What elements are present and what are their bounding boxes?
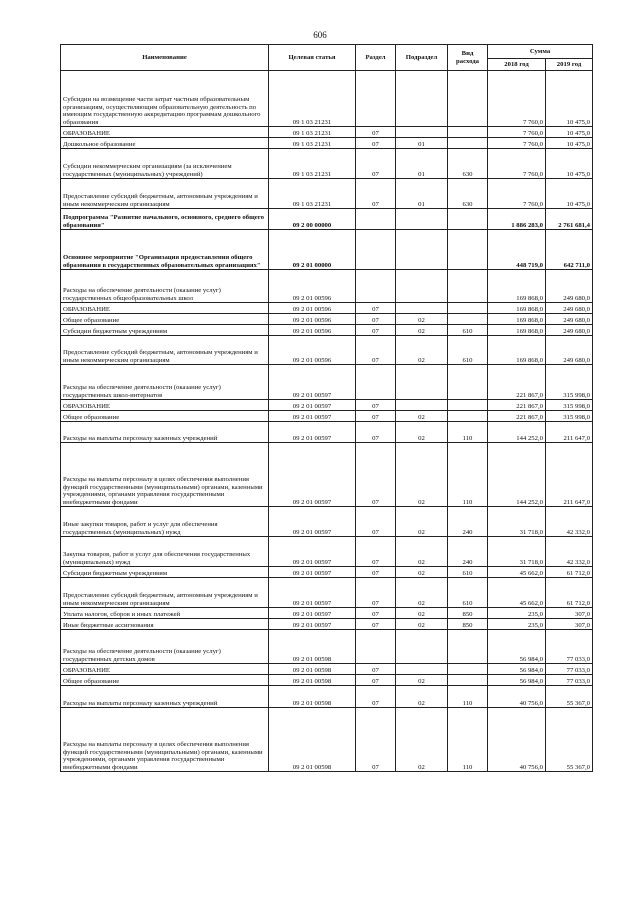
cell-name: ОБРАЗОВАНИЕ: [61, 303, 269, 314]
cell-name: Субсидии некоммерческим организациям (за исключением государственных (муниципальных) учреждений): [61, 149, 269, 179]
cell-section: 07: [356, 127, 396, 138]
cell-sum-2018: 169 868,0: [488, 336, 546, 365]
cell-sum-2018: 7 760,0: [488, 138, 546, 149]
cell-expense-type: 110: [448, 422, 488, 443]
cell-target-code: 09 2 01 00597: [269, 537, 356, 567]
cell-name: Расходы на выплаты персоналу казенных учреждений: [61, 422, 269, 443]
cell-subsection: 02: [396, 314, 448, 325]
table-row: [61, 336, 593, 365]
cell-name: Расходы на выплаты персоналу в целях обеспечения выполнения функций государственными (муниципальными) органами, казенными учреждениями, органами управления государственными внебюджетными фондами: [61, 708, 269, 772]
cell-section: 07: [356, 507, 396, 537]
cell-sum-2018: 169 868,0: [488, 325, 546, 336]
cell-target-code: 09 2 01 00597: [269, 619, 356, 630]
cell-target-code: 09 1 03 21231: [269, 179, 356, 209]
cell-target-code: 09 2 01 00596: [269, 270, 356, 303]
cell-name: ОБРАЗОВАНИЕ: [61, 664, 269, 675]
table-row: [61, 303, 593, 314]
cell-subsection: 02: [396, 336, 448, 365]
cell-sum-2018: 169 868,0: [488, 270, 546, 303]
cell-sum-2019: 61 712,0: [546, 578, 593, 608]
table-row: [61, 270, 593, 303]
cell-subsection: 02: [396, 675, 448, 686]
cell-section: [356, 71, 396, 127]
cell-expense-type: [448, 209, 488, 230]
cell-sum-2019: 2 761 681,4: [546, 209, 593, 230]
cell-section: [356, 270, 396, 303]
table-row: [61, 209, 593, 230]
cell-target-code: 09 2 01 00597: [269, 411, 356, 422]
table-row: [61, 400, 593, 411]
cell-expense-type: 110: [448, 708, 488, 772]
cell-sum-2019: 307,0: [546, 619, 593, 630]
cell-section: [356, 365, 396, 400]
cell-subsection: 02: [396, 507, 448, 537]
cell-expense-type: 850: [448, 608, 488, 619]
cell-sum-2019: 77 033,0: [546, 664, 593, 675]
cell-name: Общее образование: [61, 314, 269, 325]
cell-sum-2019: 61 712,0: [546, 567, 593, 578]
cell-section: 07: [356, 325, 396, 336]
cell-subsection: 02: [396, 578, 448, 608]
cell-target-code: 09 1 03 21231: [269, 71, 356, 127]
cell-section: 07: [356, 686, 396, 708]
cell-expense-type: [448, 411, 488, 422]
cell-sum-2018: 40 756,0: [488, 686, 546, 708]
table-row: [61, 664, 593, 675]
cell-name: Предоставление субсидий бюджетным, автономным учреждениям и иным некоммерческим организациям: [61, 336, 269, 365]
cell-expense-type: 110: [448, 686, 488, 708]
cell-name: Общее образование: [61, 411, 269, 422]
cell-target-code: 09 2 01 00598: [269, 708, 356, 772]
cell-section: 07: [356, 336, 396, 365]
cell-target-code: 09 2 01 00597: [269, 443, 356, 507]
cell-section: 07: [356, 537, 396, 567]
table-row: [61, 422, 593, 443]
cell-subsection: 02: [396, 411, 448, 422]
cell-sum-2019: 10 475,0: [546, 179, 593, 209]
budget-table: [60, 44, 593, 772]
cell-target-code: 09 2 01 00597: [269, 422, 356, 443]
cell-expense-type: [448, 664, 488, 675]
cell-expense-type: 630: [448, 149, 488, 179]
cell-expense-type: [448, 230, 488, 270]
cell-section: 07: [356, 708, 396, 772]
cell-section: 07: [356, 608, 396, 619]
cell-subsection: [396, 230, 448, 270]
cell-name: Расходы на обеспечение деятельности (оказание услуг) государственных школ-интернатов: [61, 365, 269, 400]
cell-name: Основное мероприятие "Организация предоставления общего образования в государственных образовательных организациях": [61, 230, 269, 270]
cell-target-code: 09 2 01 00597: [269, 400, 356, 411]
cell-sum-2019: 249 680,0: [546, 303, 593, 314]
cell-target-code: 09 2 01 00000: [269, 230, 356, 270]
cell-expense-type: 110: [448, 443, 488, 507]
cell-target-code: 09 2 01 00598: [269, 686, 356, 708]
cell-subsection: 01: [396, 149, 448, 179]
header-sum: Сумма: [488, 45, 593, 59]
table-body: [61, 71, 593, 772]
cell-expense-type: [448, 127, 488, 138]
table-row: [61, 686, 593, 708]
table-row: [61, 708, 593, 772]
table-row: [61, 71, 593, 127]
cell-subsection: 02: [396, 686, 448, 708]
cell-sum-2018: 169 868,0: [488, 303, 546, 314]
header-code: Целевая статья: [269, 45, 356, 71]
cell-sum-2018: 221 867,0: [488, 411, 546, 422]
cell-target-code: 09 2 01 00598: [269, 664, 356, 675]
cell-expense-type: 610: [448, 578, 488, 608]
cell-name: Общее образование: [61, 675, 269, 686]
cell-subsection: [396, 630, 448, 664]
cell-target-code: 09 2 01 00597: [269, 365, 356, 400]
cell-sum-2019: 77 033,0: [546, 630, 593, 664]
cell-subsection: 02: [396, 567, 448, 578]
table-row: [61, 138, 593, 149]
cell-subsection: 01: [396, 179, 448, 209]
cell-sum-2018: 56 984,0: [488, 664, 546, 675]
cell-sum-2018: 235,0: [488, 608, 546, 619]
cell-sum-2019: 42 332,0: [546, 537, 593, 567]
cell-sum-2018: 31 718,0: [488, 537, 546, 567]
cell-name: Расходы на обеспечение деятельности (оказание услуг) государственных общеобразовательных школ: [61, 270, 269, 303]
cell-expense-type: [448, 270, 488, 303]
cell-target-code: 09 2 01 00597: [269, 608, 356, 619]
cell-sum-2019: 55 367,0: [546, 686, 593, 708]
cell-section: 07: [356, 664, 396, 675]
cell-name: Расходы на выплаты персоналу в целях обеспечения выполнения функций государственными (муниципальными) органами, казенными учреждениями, органами управления государственными внебюджетными фондами: [61, 443, 269, 507]
table-row: [61, 608, 593, 619]
cell-target-code: 09 1 03 21231: [269, 127, 356, 138]
cell-sum-2018: 56 984,0: [488, 675, 546, 686]
cell-sum-2018: 45 662,0: [488, 567, 546, 578]
cell-name: Предоставление субсидий бюджетным, автономным учреждениям и иным некоммерческим организациям: [61, 578, 269, 608]
table-row: [61, 619, 593, 630]
table-row: [61, 411, 593, 422]
cell-name: Подпрограмма "Развитие начального, основного, среднего общего образования": [61, 209, 269, 230]
table-row: [61, 325, 593, 336]
cell-name: Субсидии бюджетным учреждениям: [61, 567, 269, 578]
cell-sum-2018: 45 662,0: [488, 578, 546, 608]
cell-expense-type: 850: [448, 619, 488, 630]
cell-sum-2018: 7 760,0: [488, 71, 546, 127]
cell-expense-type: [448, 138, 488, 149]
cell-target-code: 09 1 03 21231: [269, 149, 356, 179]
cell-target-code: 09 1 03 21231: [269, 138, 356, 149]
cell-sum-2019: 249 680,0: [546, 314, 593, 325]
table-row: [61, 127, 593, 138]
header-name: Наименование: [61, 45, 269, 71]
cell-name: Иные закупки товаров, работ и услуг для обеспечения государственных (муниципальных) нужд: [61, 507, 269, 537]
cell-expense-type: [448, 71, 488, 127]
cell-subsection: [396, 400, 448, 411]
cell-subsection: 02: [396, 537, 448, 567]
cell-section: 07: [356, 138, 396, 149]
cell-name: Уплата налогов, сборов и иных платежей: [61, 608, 269, 619]
cell-subsection: 02: [396, 325, 448, 336]
cell-sum-2019: 315 998,0: [546, 400, 593, 411]
table-row: [61, 230, 593, 270]
cell-sum-2018: 169 868,0: [488, 314, 546, 325]
cell-sum-2018: 235,0: [488, 619, 546, 630]
cell-subsection: [396, 365, 448, 400]
cell-name: ОБРАЗОВАНИЕ: [61, 127, 269, 138]
cell-subsection: [396, 664, 448, 675]
cell-expense-type: 240: [448, 537, 488, 567]
header-year-2019: 2019 год: [546, 59, 593, 71]
cell-sum-2018: 7 760,0: [488, 149, 546, 179]
cell-section: 07: [356, 443, 396, 507]
cell-subsection: [396, 270, 448, 303]
cell-subsection: [396, 71, 448, 127]
cell-target-code: 09 2 01 00598: [269, 675, 356, 686]
cell-name: Расходы на выплаты персоналу казенных учреждений: [61, 686, 269, 708]
cell-sum-2018: 31 718,0: [488, 507, 546, 537]
cell-section: 07: [356, 675, 396, 686]
cell-sum-2018: 56 984,0: [488, 630, 546, 664]
cell-sum-2018: 448 719,0: [488, 230, 546, 270]
cell-sum-2018: 144 252,0: [488, 422, 546, 443]
header-type: Вид расхода: [448, 45, 488, 71]
cell-sum-2018: 221 867,0: [488, 400, 546, 411]
header-section: Раздел: [356, 45, 396, 71]
table-header: [61, 45, 593, 71]
cell-target-code: 09 2 01 00596: [269, 314, 356, 325]
cell-sum-2019: 249 680,0: [546, 270, 593, 303]
cell-section: 07: [356, 619, 396, 630]
cell-name: Расходы на обеспечение деятельности (оказание услуг) государственных детских домов: [61, 630, 269, 664]
cell-section: 07: [356, 149, 396, 179]
cell-sum-2019: 642 711,0: [546, 230, 593, 270]
cell-target-code: 09 2 01 00597: [269, 567, 356, 578]
cell-sum-2018: 144 252,0: [488, 443, 546, 507]
table-row: [61, 149, 593, 179]
page-number: 606: [313, 30, 327, 40]
cell-target-code: 09 2 01 00596: [269, 325, 356, 336]
cell-sum-2019: 211 647,0: [546, 443, 593, 507]
table-row: [61, 507, 593, 537]
cell-sum-2019: 315 998,0: [546, 411, 593, 422]
cell-subsection: 02: [396, 443, 448, 507]
cell-expense-type: [448, 400, 488, 411]
header-year-2018: 2018 год: [488, 59, 546, 71]
cell-expense-type: [448, 303, 488, 314]
table-row: [61, 675, 593, 686]
cell-expense-type: 630: [448, 179, 488, 209]
cell-name: Предоставление субсидий бюджетным, автономным учреждениям и иным некоммерческим организациям: [61, 179, 269, 209]
table-row: [61, 365, 593, 400]
cell-subsection: 02: [396, 608, 448, 619]
cell-expense-type: [448, 314, 488, 325]
cell-expense-type: [448, 675, 488, 686]
cell-expense-type: [448, 365, 488, 400]
cell-sum-2019: 249 680,0: [546, 325, 593, 336]
cell-section: [356, 209, 396, 230]
cell-sum-2019: 77 033,0: [546, 675, 593, 686]
cell-expense-type: 610: [448, 325, 488, 336]
cell-sum-2019: 10 475,0: [546, 71, 593, 127]
cell-name: Субсидии на возмещение части затрат частным образовательным организациям, осуществляющим образовательную деятельность по имеющим государственную аккредитацию программам дошкольного образования: [61, 71, 269, 127]
cell-section: [356, 230, 396, 270]
cell-sum-2018: 1 886 283,0: [488, 209, 546, 230]
table-row: [61, 567, 593, 578]
cell-name: Дошкольное образование: [61, 138, 269, 149]
cell-sum-2018: 7 760,0: [488, 127, 546, 138]
table-row: [61, 314, 593, 325]
cell-section: [356, 630, 396, 664]
cell-sum-2019: 55 367,0: [546, 708, 593, 772]
cell-subsection: 02: [396, 422, 448, 443]
cell-expense-type: [448, 630, 488, 664]
cell-target-code: 09 2 01 00598: [269, 630, 356, 664]
cell-expense-type: 610: [448, 336, 488, 365]
cell-target-code: 09 2 00 00000: [269, 209, 356, 230]
table-row: [61, 179, 593, 209]
cell-subsection: 02: [396, 619, 448, 630]
cell-sum-2019: 10 475,0: [546, 149, 593, 179]
cell-target-code: 09 2 01 00596: [269, 303, 356, 314]
cell-section: 07: [356, 400, 396, 411]
cell-sum-2019: 249 680,0: [546, 336, 593, 365]
cell-subsection: [396, 209, 448, 230]
cell-sum-2019: 42 332,0: [546, 507, 593, 537]
cell-name: ОБРАЗОВАНИЕ: [61, 400, 269, 411]
cell-section: 07: [356, 303, 396, 314]
cell-section: 07: [356, 578, 396, 608]
cell-name: Субсидии бюджетным учреждениям: [61, 325, 269, 336]
cell-sum-2019: 315 998,0: [546, 365, 593, 400]
cell-expense-type: 610: [448, 567, 488, 578]
cell-section: 07: [356, 567, 396, 578]
cell-sum-2018: 7 760,0: [488, 179, 546, 209]
cell-subsection: 01: [396, 138, 448, 149]
cell-subsection: 02: [396, 708, 448, 772]
table-row: [61, 578, 593, 608]
cell-name: Иные бюджетные ассигнования: [61, 619, 269, 630]
table-row: [61, 537, 593, 567]
cell-sum-2018: 221 867,0: [488, 365, 546, 400]
cell-name: Закупка товаров, работ и услуг для обеспечения государственных (муниципальных) нужд: [61, 537, 269, 567]
cell-target-code: 09 2 01 00596: [269, 336, 356, 365]
table-row: [61, 630, 593, 664]
cell-subsection: [396, 127, 448, 138]
cell-section: 07: [356, 422, 396, 443]
table-row: [61, 443, 593, 507]
cell-section: 07: [356, 179, 396, 209]
cell-subsection: [396, 303, 448, 314]
cell-target-code: 09 2 01 00597: [269, 578, 356, 608]
header-subsection: Подраздел: [396, 45, 448, 71]
cell-target-code: 09 2 01 00597: [269, 507, 356, 537]
cell-sum-2019: 211 647,0: [546, 422, 593, 443]
cell-sum-2019: 10 475,0: [546, 138, 593, 149]
cell-sum-2019: 10 475,0: [546, 127, 593, 138]
cell-expense-type: 240: [448, 507, 488, 537]
cell-section: 07: [356, 411, 396, 422]
cell-sum-2019: 307,0: [546, 608, 593, 619]
cell-section: 07: [356, 314, 396, 325]
cell-sum-2018: 40 756,0: [488, 708, 546, 772]
